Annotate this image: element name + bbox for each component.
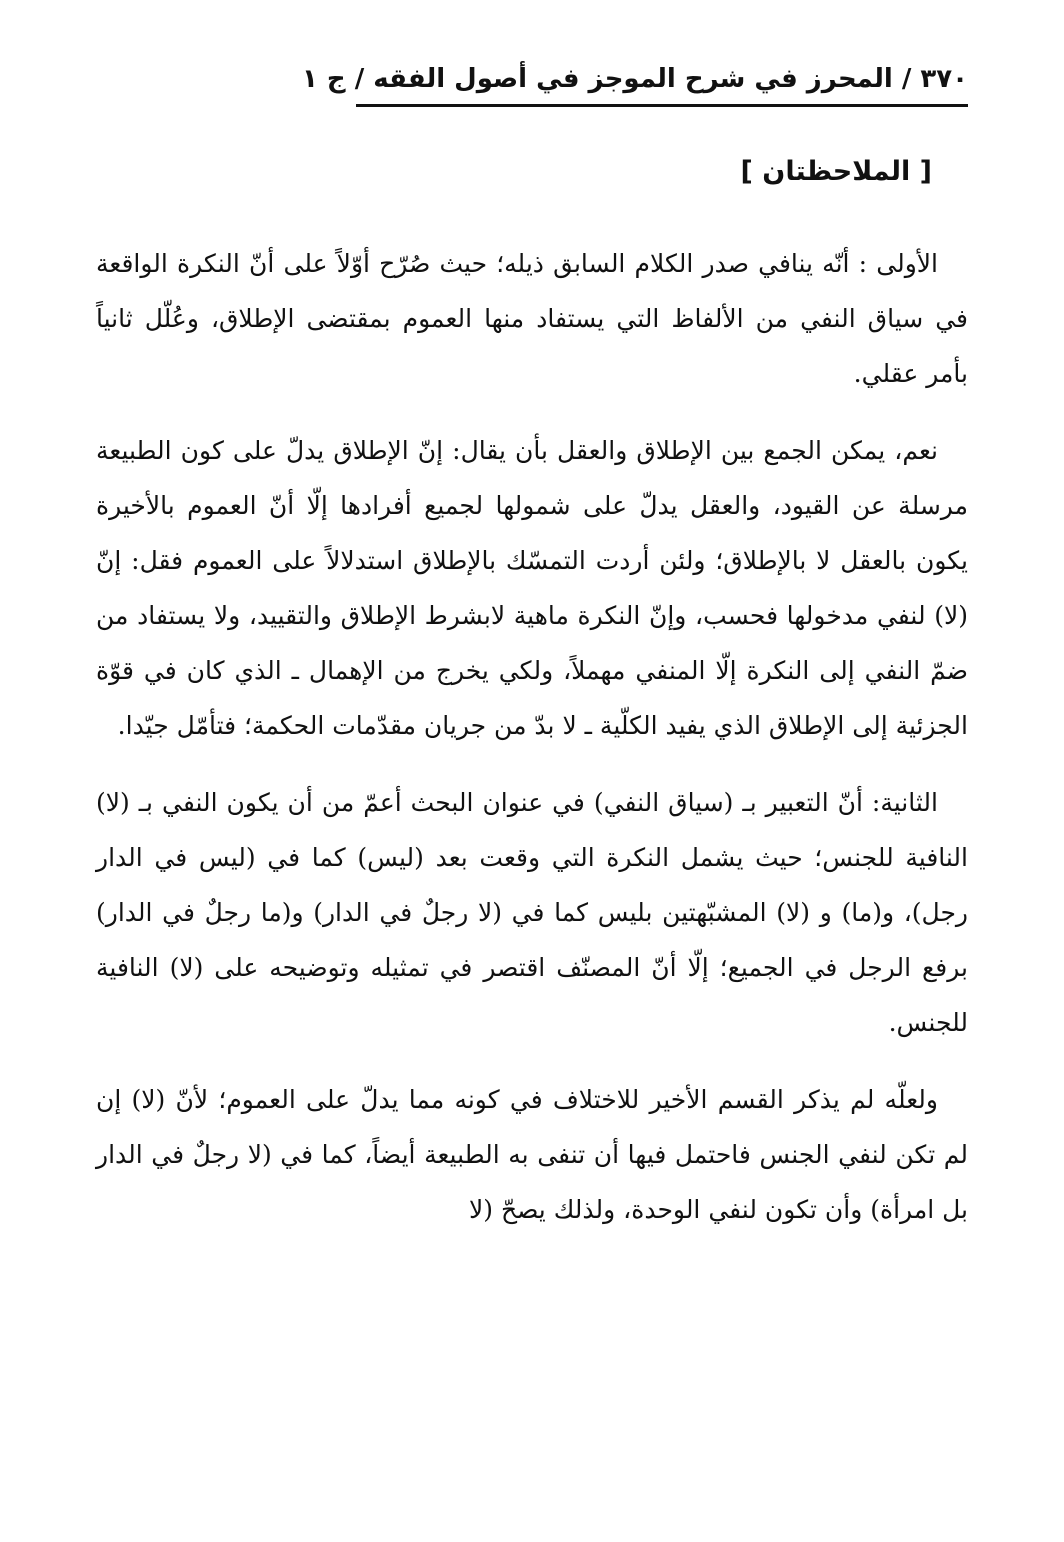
section-heading: [ الملاحظتان ] xyxy=(740,156,932,187)
header-rule xyxy=(356,104,968,107)
paragraph-last-section: ولعلّه لم يذكر القسم الأخير للاختلاف في كونه مما يدلّ على العموم؛ لأنّ (لا) إن لم تكن لنفي الجنس فاحتمل فيها أن تنفى به الطبيعة أيضاً، كما في (لا رجلٌ في الدار بل امرأة) وأن تكون لنفي الوحدة، ولذلك يصحّ (لا xyxy=(96,1085,968,1224)
paragraph-second-remark: الثانية: أنّ التعبير بـ (سياق النفي) في عنوان البحث أعمّ من أن يكون النفي بـ (لا) النافية للجنس؛ حيث يشمل النكرة التي وقعت بعد (ليس) كما في (ليس في الدار رجل)، و(ما) و (لا) المشبّهتين بليس كما في (لا رجلٌ في الدار) و(ما رجلٌ في الدار) برفع الرجل في الجميع؛ إلّا أنّ المصنّف اقتصر في تمثيله وتوضيحه على (لا) النافية للجنس. xyxy=(96,788,968,1037)
paragraph-reconciliation: نعم، يمكن الجمع بين الإطلاق والعقل بأن يقال: إنّ الإطلاق يدلّ على كون الطبيعة مرسلة عن القيود، والعقل يدلّ على شمولها لجميع أفرادها إلّا أنّ العموم بالأخيرة يكون بالعقل لا بالإطلاق؛ ولئن أردت التمسّك بالإطلاق استدلالاً على العموم فقل: إنّ (لا) لنفي مدخولها فحسب، وإنّ النكرة ماهية لابشرط الإطلاق والتقييد، ولا يستفاد من ضمّ النفي إلى النكرة إلّا المنفي مهملاً، ولكي يخرج من الإهمال ـ الذي كان في قوّة الجزئية إلى الإطلاق الذي يفيد الكلّية ـ لا بدّ من جريان مقدّمات الحكمة؛ فتأمّل جيّدا. xyxy=(96,436,968,740)
body-text xyxy=(96,236,968,1237)
running-header: ٣٧٠ / المحرز في شرح الموجز في أصول الفقه / ج ١ xyxy=(302,64,968,94)
paragraph-first-remark: الأولى : أنّه ينافي صدر الكلام السابق ذيله؛ حيث صُرّح أوّلاً على أنّ النكرة الواقعة في سياق النفي من الألفاظ التي يستفاد منها العموم بمقتضى الإطلاق، وعُلّل ثانياً بأمر عقلي. xyxy=(96,249,968,388)
